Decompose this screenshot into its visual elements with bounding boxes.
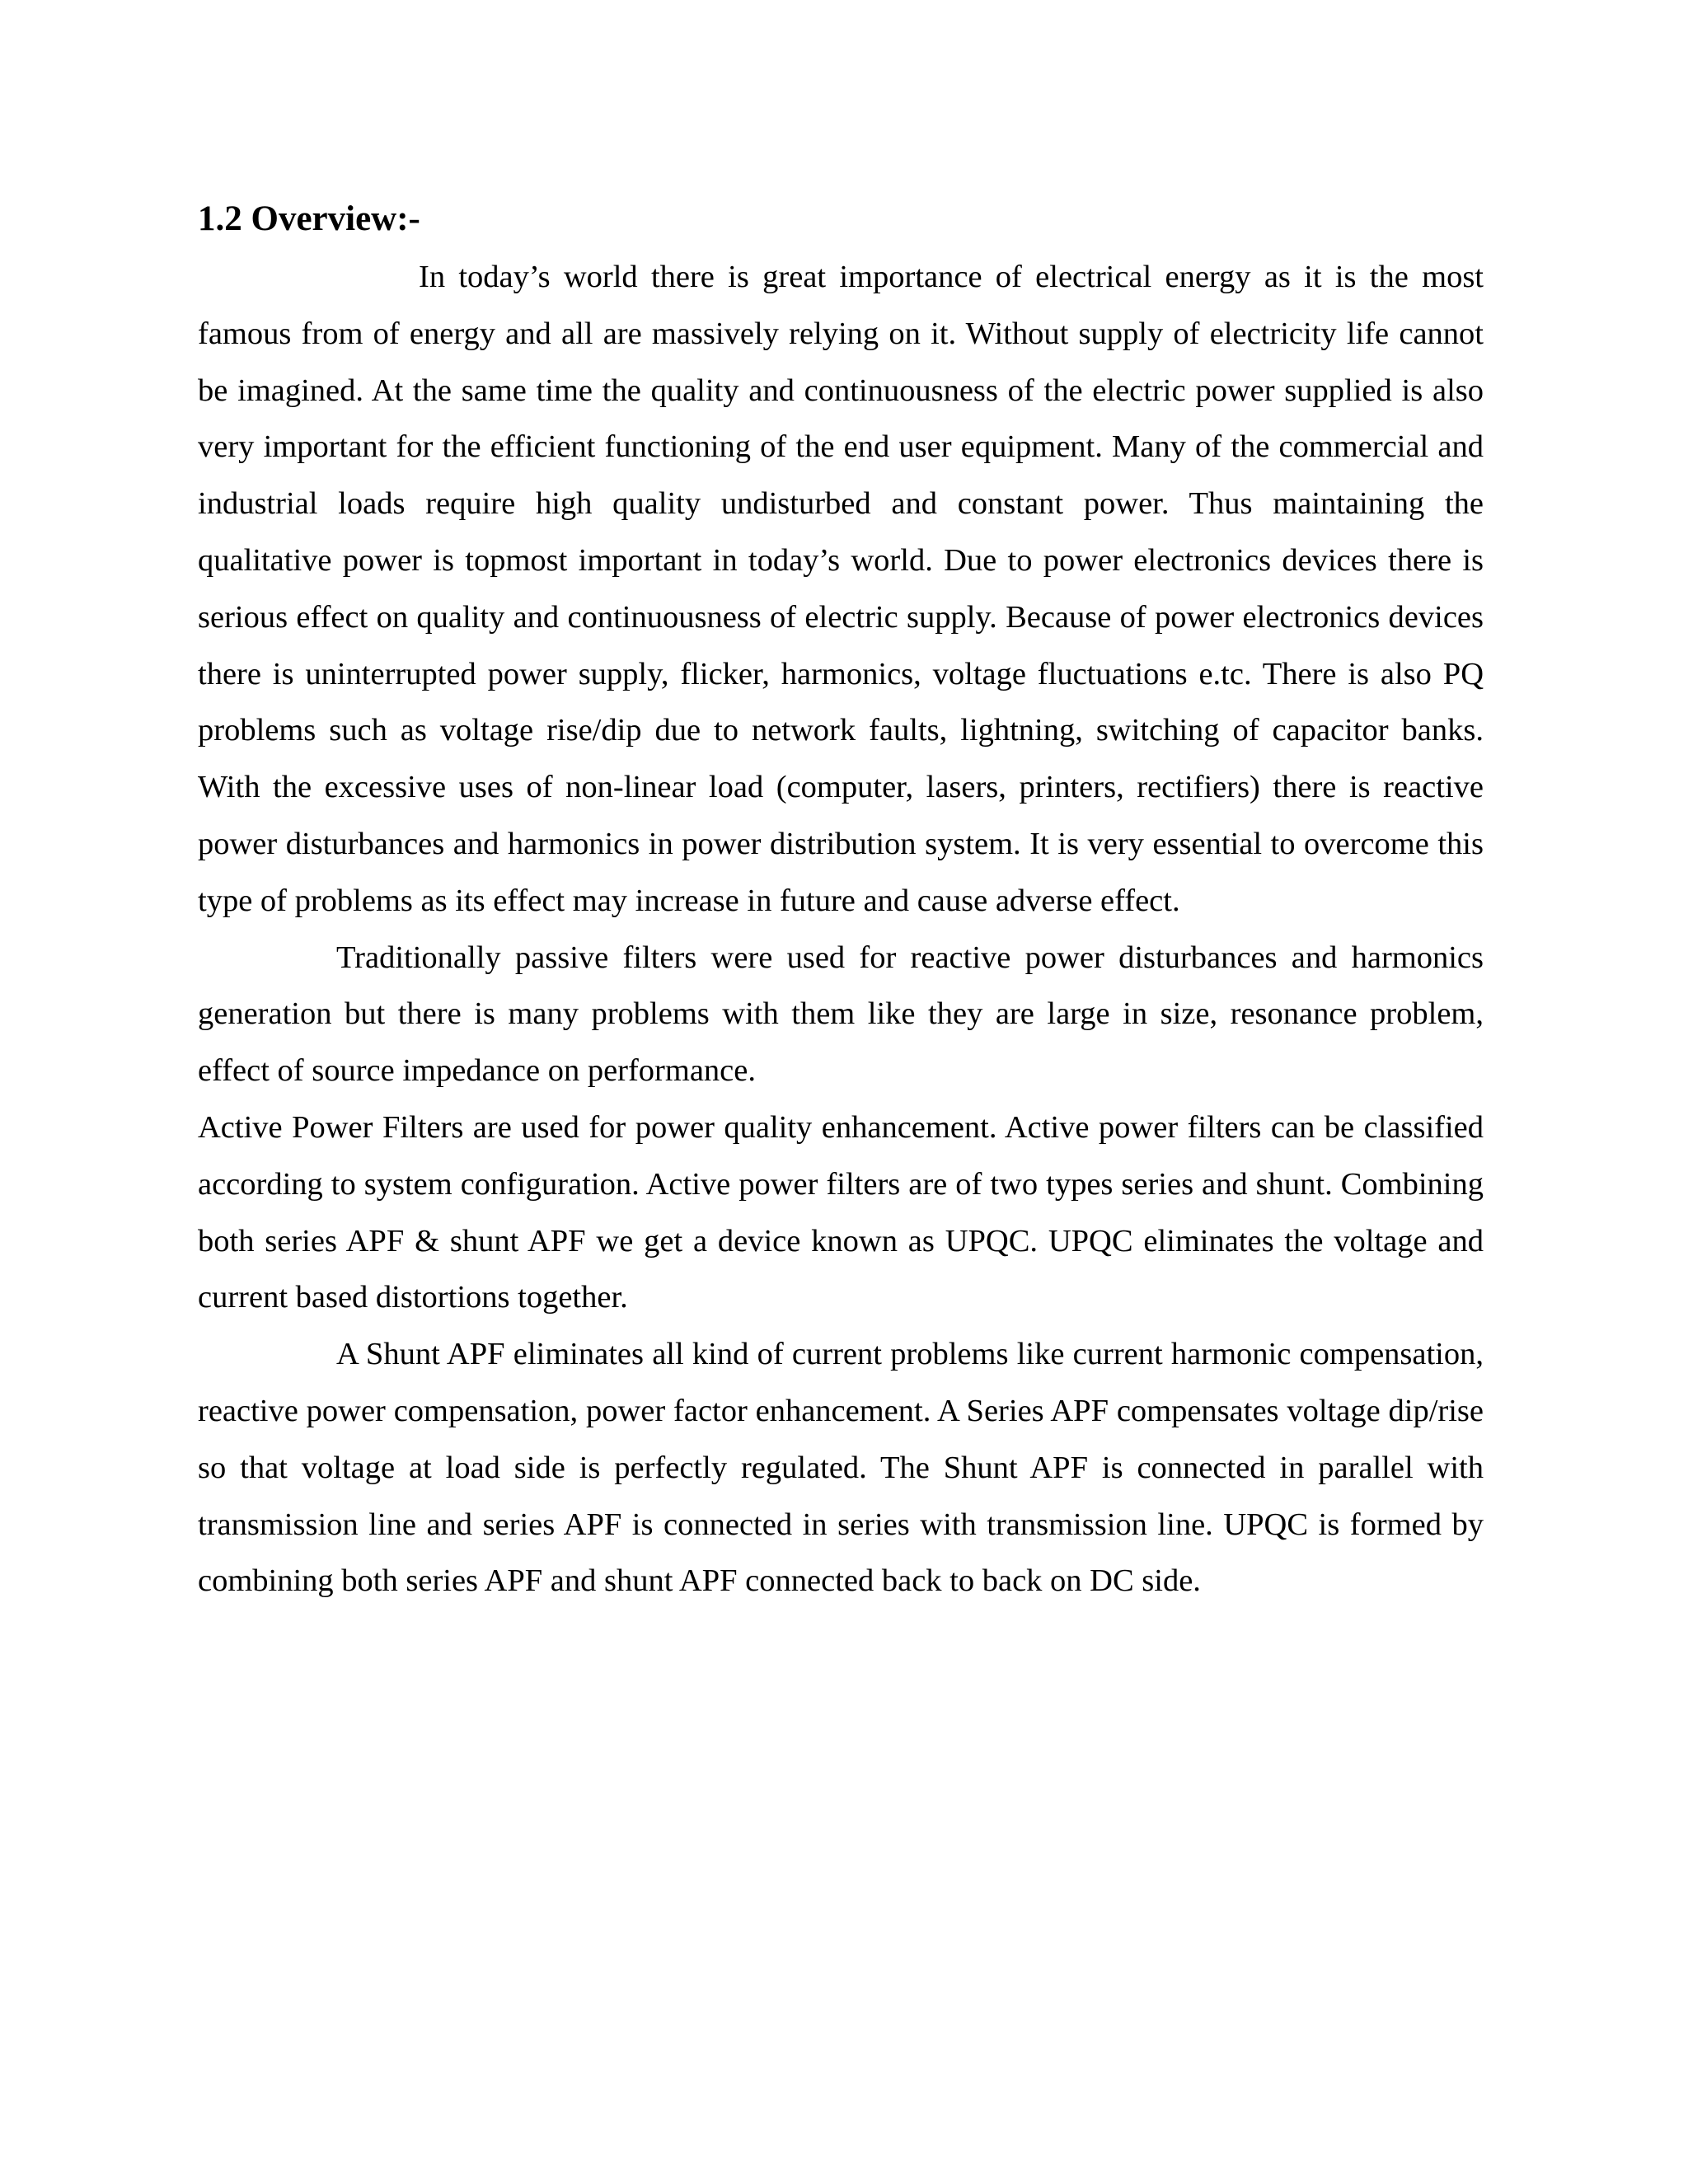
paragraph-active-power-filters: Active Power Filters are used for power quality enhancement. Active power filters can be classified according to system configuration. Active power filters are of two types series and shunt. Combining both series APF & shunt APF we get a device known as UPQC. UPQC eliminates the voltage and current based distortions together. xyxy=(198,1109,1484,1315)
paragraph-intro: In today’s world there is great importance of electrical energy as it is the most famous from of energy and all are massively relying on it. Without supply of electricity life cannot be imagined. At the same time the quality and continuousness of the electric power supplied is also very important for the efficient functioning of the end user equipment. Many of the commercial and industrial loads require high quality undisturbed and constant power. Thus maintaining the qualitative power is topmost important in today’s world. Due to power electronics devices there is serious effect on quality and continuousness of electric supply. Because of power electronics devices there is uninterrupted power supply, flicker, harmonics, voltage fluctuations e.tc. There is also PQ problems such as voltage rise/dip due to network faults, lightning, switching of capacitor banks. With the excessive uses of non-linear load (computer, lasers, printers, rectifiers) there is reactive power disturbances and harmonics in power distribution system. It is very essential to overcome this type of problems as its effect may increase in future and cause adverse effect. xyxy=(198,260,1484,918)
section-heading: 1.2 Overview:- xyxy=(198,199,420,238)
paragraph-shunt-series-apf: A Shunt APF eliminates all kind of current problems like current harmonic compensation, reactive power compensation, power factor enhancement. A Series APF compensates voltage dip/rise so that voltage at load side is perfectly regulated. The Shunt APF is connected in parallel with transmission line and series APF is connected in series with transmission line. UPQC is formed by combining both series APF and shunt APF connected back to back on DC side. xyxy=(198,1337,1484,1599)
document-page xyxy=(198,198,1484,1610)
paragraph-passive-filters: Traditionally passive filters were used for reactive power disturbances and harmonics generation but there is many problems with them like they are large in size, resonance problem, effect of source impedance on performance. xyxy=(198,940,1484,1089)
